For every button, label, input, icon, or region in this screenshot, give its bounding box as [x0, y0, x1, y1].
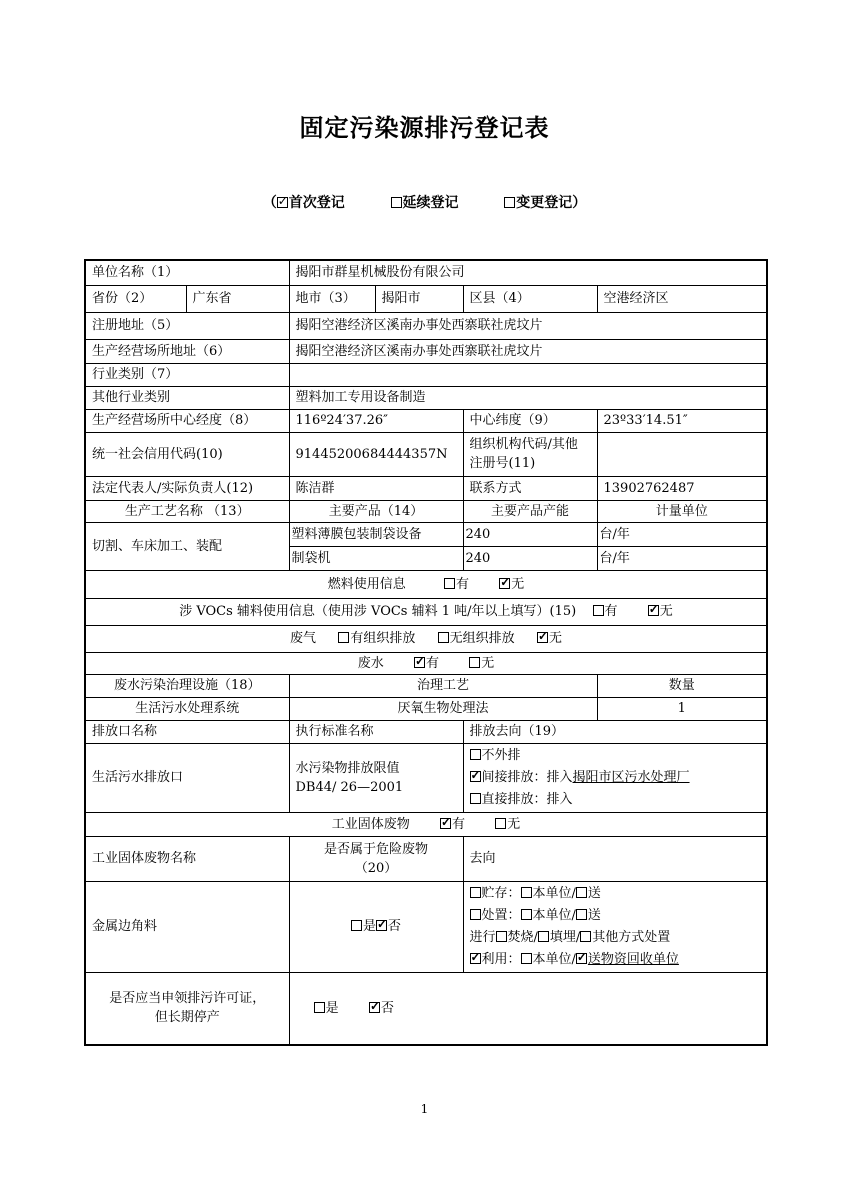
- outlet-header-row: [85, 720, 767, 743]
- exhaust-no-label: 无: [548, 631, 562, 646]
- use-send-label: 送物资回收单位: [587, 951, 679, 967]
- ww-process-value: 厌氧生物处理法: [289, 697, 597, 720]
- outlet-standard: [289, 743, 463, 812]
- wastewater-row: [85, 652, 767, 674]
- checkbox-icon[interactable]: [593, 605, 604, 616]
- extend-registration-option[interactable]: [391, 192, 459, 212]
- other-industry-label: 其他行业类别: [85, 386, 289, 409]
- coords-row: [85, 409, 767, 432]
- other-industry-row: [85, 386, 767, 409]
- exhaust-info: [85, 625, 767, 652]
- checkbox-icon[interactable]: [521, 909, 532, 920]
- outlet-destination-header: 排放去向（19）: [463, 720, 767, 743]
- reg-address-row: [85, 312, 767, 339]
- province-label: 省份（2）: [85, 285, 186, 312]
- county-label: 区县（4）: [463, 285, 597, 312]
- checkbox-icon[interactable]: [351, 920, 362, 931]
- use-option[interactable]: [470, 949, 761, 971]
- credit-row: [85, 432, 767, 476]
- latitude-label: 中心纬度（9）: [463, 409, 597, 432]
- checked-box-icon[interactable]: [376, 920, 387, 931]
- checked-box-icon[interactable]: [648, 605, 659, 616]
- checkbox-icon[interactable]: [438, 632, 449, 643]
- outlet-standard-header: 执行标准名称: [289, 720, 463, 743]
- extend-registration-label: 延续登记: [402, 195, 459, 211]
- legal-rep-value: 陈洁群: [289, 476, 463, 500]
- reg-address-label: 注册地址（5）: [85, 312, 289, 339]
- checkbox-icon[interactable]: [470, 749, 481, 760]
- checked-box-icon[interactable]: [499, 578, 510, 589]
- unit-value: 揭阳市群星机械股份有限公司: [289, 260, 767, 285]
- permit-choice: [289, 972, 767, 1045]
- solid-name-header: 工业固体废物名称: [85, 836, 289, 881]
- ww-count-header: 数量: [597, 674, 767, 697]
- ww-facility-header: 废水污染治理设施（18）: [85, 674, 289, 697]
- dispose-method-option[interactable]: [470, 927, 761, 949]
- product-name: 制袋机: [289, 546, 463, 570]
- checkbox-icon[interactable]: [521, 953, 532, 964]
- unit-row: [85, 260, 767, 285]
- unit-header: 计量单位: [597, 500, 767, 522]
- org-code-value: [597, 432, 767, 476]
- permit-label-line2: 但长期停产: [154, 1010, 220, 1026]
- wastewater-no-label: 无: [481, 655, 495, 671]
- checkbox-icon[interactable]: [469, 657, 480, 668]
- hazardous-header: [289, 836, 463, 881]
- solid-destination-header: 去向: [463, 836, 767, 881]
- vocs-no-label: 无: [659, 604, 673, 619]
- ww-facility-name: 生活污水处理系统: [85, 697, 289, 720]
- ww-facility-header-row: [85, 674, 767, 697]
- contact-value: 13902762487: [597, 476, 767, 500]
- process-name: 切割、车床加工、装配: [85, 522, 289, 570]
- checkbox-icon[interactable]: [470, 887, 481, 898]
- outlet-row: [85, 743, 767, 812]
- page-number: 1: [420, 1102, 429, 1116]
- checkbox-icon[interactable]: [391, 197, 402, 208]
- checked-box-icon[interactable]: [369, 1002, 380, 1013]
- ww-facility-row: [85, 697, 767, 720]
- industry-value: [289, 363, 767, 386]
- vocs-info: [85, 598, 767, 625]
- solid-row-item: [85, 881, 767, 972]
- registration-form-table: [84, 259, 768, 1046]
- fuel-row: [85, 570, 767, 598]
- checkbox-icon[interactable]: [580, 931, 591, 942]
- store-label: 贮存：: [481, 885, 521, 901]
- solid-destination: [463, 881, 767, 972]
- permit-no-label: 否: [380, 1000, 394, 1016]
- op-address-label: 生产经营场所地址（6）: [85, 339, 289, 363]
- product-header: 主要产品（14）: [289, 500, 463, 522]
- legal-rep-label: 法定代表人/实际负责人(12): [85, 476, 289, 500]
- checkbox-icon[interactable]: [338, 632, 349, 643]
- legal-row: [85, 476, 767, 500]
- province-value: 广东省: [186, 285, 289, 312]
- checkbox-icon[interactable]: [576, 887, 587, 898]
- solid-no-label: 无: [507, 816, 521, 832]
- change-registration-label: 变更登记: [516, 195, 573, 211]
- checked-box-icon[interactable]: [576, 953, 587, 964]
- wastewater-yes-label: 有: [426, 655, 440, 671]
- fuel-label: 燃料使用信息: [327, 576, 406, 592]
- solid-name: 金属边角料: [85, 881, 289, 972]
- use-self-label: 本单位/: [532, 951, 576, 967]
- checkbox-icon[interactable]: [576, 909, 587, 920]
- city-value: 揭阳市: [375, 285, 463, 312]
- industry-label: 行业类别（7）: [85, 363, 289, 386]
- product-unit: 台/年: [597, 522, 767, 546]
- longitude-value: 116º24′37.26″: [289, 409, 463, 432]
- checked-box-icon[interactable]: [277, 197, 288, 208]
- product-capacity: 240: [463, 522, 597, 546]
- wastewater-label: 废水: [357, 655, 384, 671]
- fill-label: 填埋/: [549, 929, 581, 945]
- other-industry-value: 塑料加工专用设备制造: [289, 386, 767, 409]
- registration-type: [0, 192, 849, 212]
- exhaust-row: [85, 625, 767, 652]
- store-send-label: 送: [587, 885, 601, 901]
- credit-code-value: 91445200684444357N: [289, 432, 463, 476]
- checked-box-icon[interactable]: [537, 632, 548, 643]
- checkbox-icon[interactable]: [496, 931, 507, 942]
- hazardous-choice: [289, 881, 463, 972]
- reg-address-value: 揭阳空港经济区溪南办事处西寨联社虎坟片: [289, 312, 767, 339]
- proc-prefix-label: 进行: [469, 929, 496, 945]
- outlet-destination: [463, 743, 767, 812]
- credit-code-label: 统一社会信用代码(10): [85, 432, 289, 476]
- solid-header-row: [85, 836, 767, 881]
- other-label: 其他方式处置: [592, 929, 671, 945]
- paren-close: ）: [572, 195, 587, 211]
- dispose-self-label: 本单位/: [532, 907, 576, 923]
- direct-label: 直接排放：排入: [481, 791, 573, 807]
- product-capacity: 240: [463, 546, 597, 570]
- ww-count-value: 1: [597, 697, 767, 720]
- option-direct[interactable]: [470, 789, 761, 811]
- process-header: 生产工艺名称 （13）: [85, 500, 289, 522]
- checked-box-icon[interactable]: [440, 818, 451, 829]
- org-code-label: 组织机构代码/其他注册号(11): [463, 432, 597, 476]
- exhaust-organized-label: 有组织排放: [350, 631, 416, 646]
- capacity-header: 主要产品产能: [463, 500, 597, 522]
- first-registration-label: 首次登记: [288, 195, 345, 211]
- checkbox-icon[interactable]: [521, 887, 532, 898]
- store-option[interactable]: [470, 883, 761, 905]
- outlet-name-header: 排放口名称: [85, 720, 289, 743]
- vocs-row: [85, 598, 767, 625]
- checkbox-icon[interactable]: [495, 818, 506, 829]
- outlet-name: 生活污水排放口: [85, 743, 289, 812]
- latitude-value: 23º33′14.51″: [597, 409, 767, 432]
- checkbox-icon[interactable]: [314, 1002, 325, 1013]
- permit-label-line1: 是否应当申领排污许可证，: [109, 991, 266, 1007]
- solid-row: [85, 812, 767, 836]
- option-indirect[interactable]: [470, 767, 761, 789]
- hazardous-header-line2: （20）: [354, 860, 398, 876]
- dispose-option[interactable]: [470, 905, 761, 927]
- industry-row: [85, 363, 767, 386]
- checked-box-icon[interactable]: [470, 771, 481, 782]
- checkbox-icon[interactable]: [470, 909, 481, 920]
- solid-label: 工业固体废物: [331, 816, 410, 832]
- op-address-value: 揭阳空港经济区溪南办事处西寨联社虎坟片: [289, 339, 767, 363]
- city-label: 地市（3）: [289, 285, 375, 312]
- haz-no-label: 否: [388, 919, 402, 934]
- unit-label: 单位名称（1）: [85, 260, 289, 285]
- first-registration-option[interactable]: [277, 192, 345, 212]
- fuel-info: [85, 570, 767, 598]
- fuel-yes-label: 有: [456, 576, 470, 592]
- checked-box-icon[interactable]: [414, 657, 425, 668]
- permit-yes-label: 是: [325, 1000, 339, 1016]
- permit-label: [85, 972, 289, 1045]
- standard-line1: 水污染物排放限值: [295, 760, 400, 776]
- haz-yes-label: 是: [362, 919, 376, 934]
- exhaust-label: 废气: [290, 631, 317, 646]
- no-discharge-label: 不外排: [481, 747, 521, 763]
- product-row: [85, 522, 767, 546]
- paren-open: （: [262, 195, 277, 211]
- solid-yes-label: 有: [452, 816, 466, 832]
- fuel-no-label: 无: [511, 576, 525, 592]
- checked-box-icon[interactable]: [470, 953, 481, 964]
- contact-label: 联系方式: [463, 476, 597, 500]
- store-self-label: 本单位/: [532, 885, 576, 901]
- use-label: 利用：: [481, 951, 521, 967]
- indirect-target: 揭阳市区污水处理厂: [572, 769, 690, 785]
- op-address-row: [85, 339, 767, 363]
- option-no-discharge[interactable]: [470, 745, 761, 767]
- product-unit: 台/年: [597, 546, 767, 570]
- burn-label: 焚烧/: [507, 929, 538, 945]
- checkbox-icon[interactable]: [470, 793, 481, 804]
- permit-row: [85, 972, 767, 1045]
- checkbox-icon[interactable]: [504, 197, 515, 208]
- standard-line2: DB44/ 26—2001: [295, 779, 404, 795]
- checkbox-icon[interactable]: [444, 578, 455, 589]
- change-registration-option[interactable]: [504, 192, 572, 212]
- vocs-label: 涉 VOCs 辅料使用信息（使用涉 VOCs 辅料 1 吨/年以上填写）(15): [179, 604, 577, 619]
- hazardous-header-line1: 是否属于危险废物: [323, 841, 428, 857]
- exhaust-unorganized-label: 无组织排放: [449, 631, 515, 646]
- ww-process-header: 治理工艺: [289, 674, 597, 697]
- longitude-label: 生产经营场所中心经度（8）: [85, 409, 289, 432]
- county-value: 空港经济区: [597, 285, 767, 312]
- checkbox-icon[interactable]: [538, 931, 549, 942]
- indirect-label: 间接排放：排入: [481, 769, 573, 785]
- vocs-yes-label: 有: [604, 604, 618, 619]
- production-header-row: [85, 500, 767, 522]
- product-name: 塑料薄膜包装制袋设备: [289, 522, 463, 546]
- dispose-label: 处置：: [481, 907, 521, 923]
- dispose-send-label: 送: [587, 907, 601, 923]
- wastewater-info: [85, 652, 767, 674]
- solid-info: [85, 812, 767, 836]
- page-title: 固定污染源排污登记表: [299, 114, 550, 142]
- location-row: [85, 285, 767, 312]
